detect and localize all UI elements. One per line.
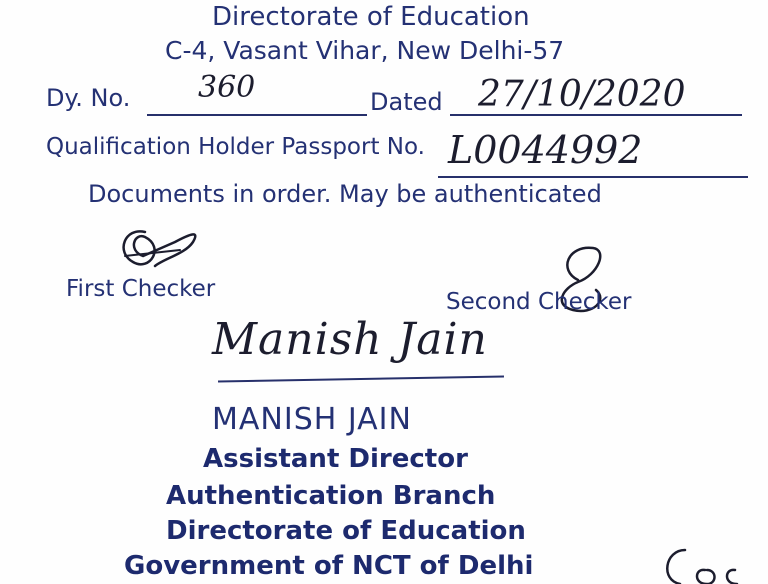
passport-label: Qualification Holder Passport No. bbox=[46, 134, 425, 160]
authentication-note: Documents in order. May be authenticated bbox=[88, 180, 602, 208]
second-checker-label: Second Checker bbox=[446, 289, 632, 315]
office-line-2: C-4, Vasant Vihar, New Delhi-57 bbox=[165, 36, 565, 65]
dated-value: 27/10/2020 bbox=[478, 74, 686, 115]
partial-handwriting-mark bbox=[655, 540, 765, 584]
passport-value: L0044992 bbox=[448, 128, 643, 172]
signatory-name: MANISH JAIN bbox=[212, 402, 412, 437]
signature-underline bbox=[218, 376, 504, 383]
first-checker-label: First Checker bbox=[66, 276, 216, 302]
dated-label: Dated bbox=[370, 88, 443, 116]
dy-no-label: Dy. No. bbox=[46, 84, 131, 112]
first-checker-initials bbox=[105, 222, 215, 282]
dy-no-underline bbox=[147, 114, 367, 116]
signatory-branch: Authentication Branch bbox=[166, 481, 496, 511]
signatory-government: Government of NCT of Delhi bbox=[124, 551, 534, 581]
signatory-designation: Assistant Director bbox=[203, 444, 468, 474]
signatory-department: Directorate of Education bbox=[166, 516, 526, 546]
signature: Manish Jain bbox=[212, 314, 488, 365]
passport-underline bbox=[438, 176, 748, 178]
dy-no-value: 360 bbox=[198, 70, 256, 105]
office-line-1: Directorate of Education bbox=[212, 2, 530, 32]
